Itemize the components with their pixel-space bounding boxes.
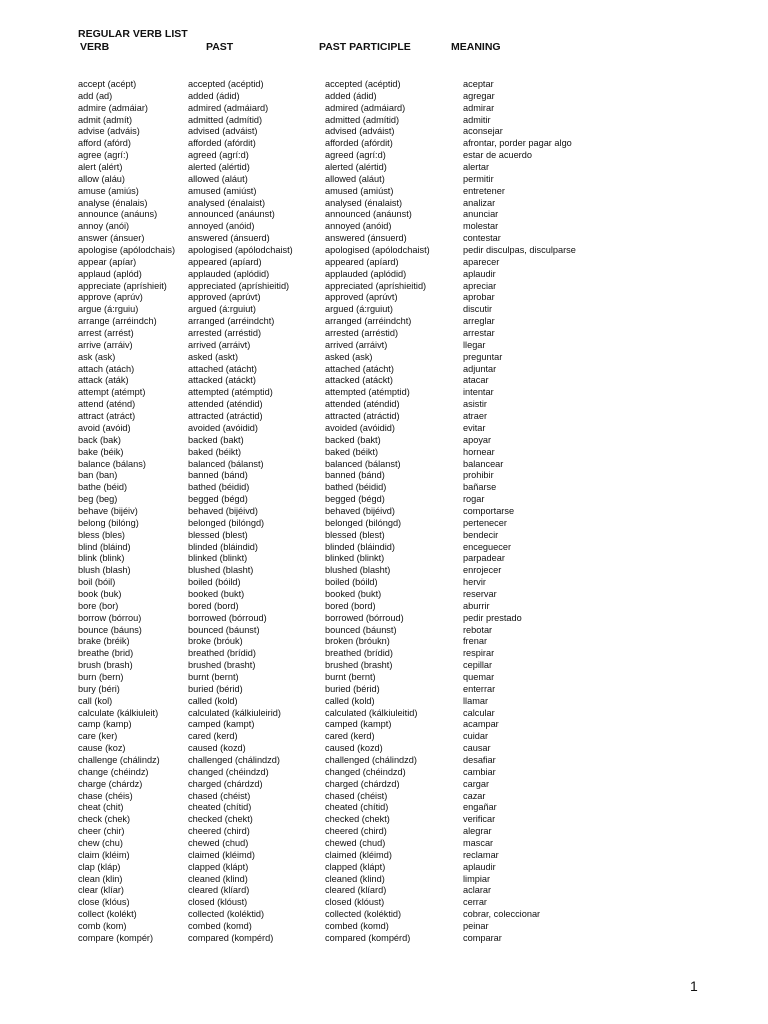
- past-cell: approved (aprúvt): [188, 292, 261, 303]
- meaning-cell: apoyar: [463, 434, 492, 445]
- past-participle-cell: bathed (béidid): [325, 482, 387, 493]
- verb-cell: alert (alért): [78, 162, 123, 173]
- meaning-cell: cerrar: [463, 897, 487, 908]
- past-participle-cell: attended (aténdid): [325, 399, 400, 410]
- past-participle-cell: analysed (énalaist): [325, 197, 403, 208]
- meaning-cell: limpiar: [463, 873, 491, 884]
- verb-cell: attract (atráct): [78, 411, 136, 422]
- verb-cell: check (chek): [78, 814, 131, 825]
- verb-cell: charge (chárdz): [78, 778, 143, 789]
- verb-cell: argue (á:rguiu): [78, 304, 139, 315]
- verb-cell: arrive (arráiv): [78, 339, 133, 350]
- verb-cell: admit (admít): [78, 114, 133, 125]
- meaning-cell: comportarse: [463, 505, 515, 516]
- past-participle-cell: answered (ánsuerd): [325, 233, 407, 244]
- past-participle-cell: alerted (alértid): [325, 162, 387, 173]
- past-participle-cell: calculated (kálkiuleitid): [325, 707, 418, 718]
- past-cell: admitted (admítid): [188, 114, 263, 125]
- meaning-cell: aconsejar: [463, 126, 503, 137]
- past-cell: attacked (atáckt): [188, 375, 256, 386]
- verb-cell: appear (apíar): [78, 256, 137, 267]
- past-participle-cell: banned (bánd): [325, 470, 385, 481]
- past-participle-cell: clapped (klápt): [325, 861, 386, 872]
- meaning-cell: enceguecer: [463, 541, 512, 552]
- meaning-cell: pertenecer: [463, 517, 507, 528]
- past-cell: charged (chárdzd): [188, 778, 263, 789]
- verb-cell: ban (ban): [78, 470, 118, 481]
- verb-cell: cheer (chir): [78, 826, 125, 837]
- past-participle-cell: attached (atácht): [325, 363, 394, 374]
- past-cell: closed (klóust): [188, 897, 248, 908]
- meaning-cell: parpadear: [463, 553, 505, 564]
- past-cell: clapped (klápt): [188, 861, 249, 872]
- past-cell: booked (bukt): [188, 588, 245, 599]
- past-cell: bored (bord): [188, 600, 239, 611]
- past-cell: admired (admáiard): [188, 102, 269, 113]
- past-participle-cell: borrowed (bórroud): [325, 612, 404, 623]
- verb-cell: advise (adváis): [78, 126, 140, 137]
- past-cell: attempted (atémptid): [188, 387, 273, 398]
- past-cell: blinded (bláindid): [188, 541, 258, 552]
- verb-cell: amuse (amiús): [78, 185, 139, 196]
- past-cell: challenged (chálindzd): [188, 754, 280, 765]
- past-participle-cell: balanced (bálanst): [325, 458, 401, 469]
- past-participle-cell: arrived (arráivt): [325, 339, 388, 350]
- past-participle-cell: caused (kozd): [325, 743, 383, 754]
- past-cell: blushed (blasht): [188, 565, 254, 576]
- meaning-cell: intentar: [463, 387, 494, 398]
- past-cell: caused (kozd): [188, 743, 246, 754]
- past-participle-cell: applauded (aplódid): [325, 268, 407, 279]
- past-cell: chased (chéist): [188, 790, 251, 801]
- past-participle-cell: afforded (afórdit): [325, 138, 393, 149]
- past-cell: added (ádid): [188, 90, 240, 101]
- past-participle-cell: closed (klóust): [325, 897, 385, 908]
- verb-cell: breathe (brid): [78, 648, 134, 659]
- meaning-cell: pedir prestado: [463, 612, 522, 623]
- meaning-cell: adjuntar: [463, 363, 497, 374]
- verb-cell: brush (brash): [78, 660, 133, 671]
- verb-cell: announce (anáuns): [78, 209, 158, 220]
- past-cell: combed (komd): [188, 921, 252, 932]
- past-participle-cell: accepted (acéptid): [325, 79, 401, 89]
- past-cell: apologised (apólodchaist): [188, 245, 293, 256]
- past-cell: broke (bróuk): [188, 636, 243, 647]
- meaning-cell: hervir: [463, 577, 486, 588]
- past-participle-cell: compared (kompérd): [325, 932, 411, 943]
- verb-cell: avoid (avóid): [78, 422, 131, 433]
- past-cell: cared (kerd): [188, 731, 238, 742]
- meaning-cell: respirar: [463, 648, 495, 659]
- meaning-cell: preguntar: [463, 351, 503, 362]
- past-participle-cell: changed (chéindzd): [325, 766, 406, 777]
- past-cell: begged (bégd): [188, 494, 248, 505]
- meaning-cell: discutir: [463, 304, 493, 315]
- past-cell: blinked (blinkt): [188, 553, 248, 564]
- meaning-cell: arrestar: [463, 328, 495, 339]
- past-cell: cheated (chítid): [188, 802, 252, 813]
- verb-cell: cause (koz): [78, 743, 126, 754]
- past-cell: backed (bakt): [188, 434, 244, 445]
- verb-cell: balance (bálans): [78, 458, 146, 469]
- past-participle-cell: arrested (arréstid): [325, 328, 399, 339]
- past-participle-cell: blinked (blinkt): [325, 553, 385, 564]
- past-participle-cell: booked (bukt): [325, 588, 382, 599]
- past-participle-cell: checked (chekt): [325, 814, 390, 825]
- past-participle-cell: collected (koléktid): [325, 909, 402, 920]
- past-participle-cell: belonged (bilóngd): [325, 517, 402, 528]
- verb-cell: admire (admáiar): [78, 102, 148, 113]
- past-participle-cell: bounced (báunst): [325, 624, 397, 635]
- past-cell: checked (chekt): [188, 814, 253, 825]
- meaning-cell: permitir: [463, 173, 494, 184]
- past-cell: answered (ánsuerd): [188, 233, 270, 244]
- past-cell: chewed (chud): [188, 838, 249, 848]
- verb-cell: attempt (atémpt): [78, 387, 146, 398]
- meaning-cell: cambiar: [463, 766, 496, 777]
- past-cell: attended (aténdid): [188, 399, 263, 410]
- verb-cell: bless (bles): [78, 529, 125, 540]
- page-number: 1: [690, 978, 698, 994]
- meaning-cell: rebotar: [463, 624, 493, 635]
- meaning-cell: desafiar: [463, 754, 496, 765]
- past-participle-cell: blessed (blest): [325, 529, 385, 540]
- meaning-cell: llamar: [463, 695, 489, 706]
- meaning-cell: llegar: [463, 339, 486, 350]
- meaning-cell: reclamar: [463, 849, 499, 860]
- meaning-cell: prohibir: [463, 470, 494, 481]
- meaning-cell: acampar: [463, 719, 499, 730]
- past-cell: annoyed (anóid): [188, 221, 255, 232]
- past-cell: cleared (klíard): [188, 885, 250, 896]
- meaning-cell: alegrar: [463, 826, 492, 837]
- verb-cell: cheat (chit): [78, 802, 124, 813]
- past-participle-cell: brushed (brasht): [325, 660, 393, 671]
- meaning-cell: engañar: [463, 802, 497, 813]
- verb-cell: bury (béri): [78, 683, 120, 694]
- past-participle-cell: backed (bakt): [325, 434, 381, 445]
- meaning-cell: verificar: [463, 814, 496, 825]
- verb-cell: attach (atách): [78, 363, 135, 374]
- past-participle-cell: cared (kerd): [325, 731, 375, 742]
- past-cell: banned (bánd): [188, 470, 248, 481]
- past-participle-cell: amused (amiúst): [325, 185, 394, 196]
- meaning-cell: peinar: [463, 921, 489, 932]
- past-cell: borrowed (bórroud): [188, 612, 267, 623]
- column-header-past: PAST: [206, 41, 234, 53]
- meaning-cell: aceptar: [463, 79, 494, 89]
- meaning-cell: aplaudir: [463, 268, 496, 279]
- past-cell: arranged (arréindcht): [188, 316, 275, 327]
- past-cell: allowed (aláut): [188, 173, 248, 184]
- verb-cell: blush (blash): [78, 565, 131, 576]
- past-participle-cell: announced (anáunst): [325, 209, 412, 220]
- past-cell: agreed (agrí:d): [188, 150, 249, 161]
- verb-cell: approve (aprúv): [78, 292, 143, 303]
- verb-cell: allow (aláu): [78, 173, 125, 184]
- past-participle-cell: attracted (atráctid): [325, 411, 400, 422]
- past-participle-cell: advised (adváist): [325, 126, 395, 137]
- past-participle-cell: added (ádid): [325, 90, 377, 101]
- past-cell: avoided (avóidid): [188, 422, 258, 433]
- verb-cell: comb (kom): [78, 921, 127, 932]
- past-cell: attracted (atráctid): [188, 411, 263, 422]
- past-cell: claimed (kléimd): [188, 849, 255, 860]
- meaning-cell: asistir: [463, 399, 487, 410]
- meaning-cell: aplaudir: [463, 861, 496, 872]
- meaning-cell: bañarse: [463, 482, 497, 493]
- meaning-cell: arreglar: [463, 316, 495, 327]
- meaning-cell: reservar: [463, 588, 497, 599]
- past-participle-cell: behaved (bijéivd): [325, 505, 395, 516]
- verb-cell: accept (acépt): [78, 79, 137, 89]
- past-cell: blessed (blest): [188, 529, 248, 540]
- meaning-cell: anunciar: [463, 209, 499, 220]
- meaning-cell: enterrar: [463, 683, 496, 694]
- verb-cell: change (chéindz): [78, 766, 149, 777]
- verb-cell: arrange (arréindch): [78, 316, 157, 327]
- verb-cell: annoy (anói): [78, 221, 130, 232]
- meaning-cell: admitir: [463, 114, 491, 125]
- past-participle-cell: boiled (bóild): [325, 577, 378, 588]
- meaning-cell: rogar: [463, 494, 485, 505]
- past-cell: applauded (aplódid): [188, 268, 270, 279]
- past-participle-cell: combed (komd): [325, 921, 389, 932]
- past-participle-cell: buried (bérid): [325, 683, 380, 694]
- verb-cell: answer (ánsuer): [78, 233, 145, 244]
- meaning-cell: bendecir: [463, 529, 499, 540]
- verb-cell: back (bak): [78, 434, 121, 445]
- past-cell: accepted (acéptid): [188, 79, 264, 89]
- column-header-past-participle: PAST PARTICIPLE: [319, 41, 411, 53]
- meaning-cell: analizar: [463, 197, 496, 208]
- past-cell: alerted (alértid): [188, 162, 250, 173]
- verb-cell: compare (kompér): [78, 932, 154, 943]
- past-participle-cell: camped (kampt): [325, 719, 392, 730]
- past-cell: amused (amiúst): [188, 185, 257, 196]
- meaning-cell: aburrir: [463, 600, 490, 611]
- verb-cell: analyse (énalais): [78, 197, 148, 208]
- past-participle-cell: challenged (chálindzd): [325, 754, 417, 765]
- past-cell: baked (béikt): [188, 446, 242, 457]
- past-cell: compared (kompérd): [188, 932, 274, 943]
- past-cell: attached (atácht): [188, 363, 257, 374]
- meaning-cell: cepillar: [463, 660, 493, 671]
- meaning-cell: mascar: [463, 838, 494, 848]
- past-cell: cleaned (klind): [188, 873, 248, 884]
- meaning-cell: hornear: [463, 446, 495, 457]
- past-participle-cell: arranged (arréindcht): [325, 316, 412, 327]
- meaning-cell: cuidar: [463, 731, 489, 742]
- column-header-verb: VERB: [80, 41, 110, 53]
- verb-cell: bore (bor): [78, 600, 119, 611]
- column-header-meaning: MEANING: [451, 41, 501, 53]
- verb-cell: blink (blink): [78, 553, 125, 564]
- past-cell: called (kold): [188, 695, 238, 706]
- past-participle-cell: attempted (atémptid): [325, 387, 410, 398]
- past-cell: behaved (bijéivd): [188, 505, 258, 516]
- verb-cell: chase (chéis): [78, 790, 133, 801]
- verb-cell: close (klóus): [78, 897, 130, 908]
- past-cell: breathed (brídid): [188, 648, 256, 659]
- past-participle-cell: broken (bróukn): [325, 636, 390, 647]
- past-participle-cell: cheered (chird): [325, 826, 387, 837]
- meaning-cell: frenar: [463, 636, 488, 647]
- past-cell: balanced (bálanst): [188, 458, 264, 469]
- verb-cell: ask (ask): [78, 351, 116, 362]
- past-participle-cell: annoyed (anóid): [325, 221, 392, 232]
- past-cell: collected (koléktid): [188, 909, 265, 920]
- past-cell: burnt (bernt): [188, 671, 239, 682]
- past-participle-cell: blushed (blasht): [325, 565, 391, 576]
- past-cell: brushed (brasht): [188, 660, 256, 671]
- verb-cell: bounce (báuns): [78, 624, 142, 635]
- meaning-cell: admirar: [463, 102, 495, 113]
- past-cell: afforded (afórdit): [188, 138, 256, 149]
- past-participle-cell: appeared (apíard): [325, 256, 399, 267]
- meaning-cell: cazar: [463, 790, 486, 801]
- past-participle-cell: blinded (bláindid): [325, 541, 395, 552]
- past-cell: argued (á:rguiut): [188, 304, 256, 315]
- verb-cell: attack (aták): [78, 375, 129, 386]
- meaning-cell: aclarar: [463, 885, 492, 896]
- verb-cell: claim (kléim): [78, 849, 130, 860]
- past-participle-cell: agreed (agrí:d): [325, 150, 386, 161]
- verb-cell: burn (bern): [78, 671, 124, 682]
- past-cell: analysed (énalaist): [188, 197, 266, 208]
- past-cell: changed (chéindzd): [188, 766, 269, 777]
- verb-cell: boil (bóil): [78, 577, 116, 588]
- meaning-cell: balancear: [463, 458, 504, 469]
- past-cell: bathed (béidid): [188, 482, 250, 493]
- verb-cell: afford (afórd): [78, 138, 131, 149]
- verb-cell: behave (bijéiv): [78, 505, 138, 516]
- verb-cell: beg (beg): [78, 494, 118, 505]
- verb-cell: collect (kolékt): [78, 909, 137, 920]
- past-participle-cell: admitted (admítid): [325, 114, 400, 125]
- past-participle-cell: baked (béikt): [325, 446, 379, 457]
- verb-cell: borrow (bórrou): [78, 612, 142, 623]
- meaning-cell: afrontar, porder pagar algo: [463, 138, 572, 149]
- past-cell: buried (bérid): [188, 683, 243, 694]
- meaning-cell: comparar: [463, 932, 502, 943]
- meaning-cell: enrojecer: [463, 565, 502, 576]
- past-participle-cell: admired (admáiard): [325, 102, 406, 113]
- past-participle-cell: cheated (chítid): [325, 802, 389, 813]
- verb-cell: belong (bilóng): [78, 517, 139, 528]
- meaning-cell: calcular: [463, 707, 495, 718]
- past-cell: bounced (báunst): [188, 624, 260, 635]
- past-cell: arrived (arráivt): [188, 339, 251, 350]
- verb-cell: arrest (arrést): [78, 328, 134, 339]
- verb-cell: care (ker): [78, 731, 118, 742]
- meaning-cell: evitar: [463, 422, 486, 433]
- past-cell: belonged (bilóngd): [188, 517, 265, 528]
- past-participle-cell: allowed (aláut): [325, 173, 385, 184]
- past-cell: calculated (kálkiuleirid): [188, 707, 281, 718]
- verb-cell: challenge (chálindz): [78, 754, 160, 765]
- verb-cell: applaud (aplód): [78, 268, 142, 279]
- past-cell: boiled (bóild): [188, 577, 241, 588]
- meaning-cell: estar de acuerdo: [463, 150, 532, 161]
- past-cell: asked (askt): [188, 351, 239, 362]
- document-title: REGULAR VERB LIST: [78, 28, 188, 40]
- verb-cell: book (buk): [78, 588, 122, 599]
- past-cell: announced (anáunst): [188, 209, 275, 220]
- past-participle-cell: called (kold): [325, 695, 375, 706]
- meaning-cell: aprobar: [463, 292, 495, 303]
- past-participle-cell: bored (bord): [325, 600, 376, 611]
- verb-cell: clean (klin): [78, 873, 123, 884]
- meaning-cell: apreciar: [463, 280, 497, 291]
- verb-cell: call (kol): [78, 695, 113, 706]
- past-participle-cell: avoided (avóidid): [325, 422, 395, 433]
- meaning-cell: cobrar, coleccionar: [463, 909, 541, 920]
- verb-cell: agree (agrí:): [78, 150, 129, 161]
- past-participle-cell: cleaned (klind): [325, 873, 385, 884]
- past-participle-cell: chewed (chud): [325, 838, 386, 848]
- verb-cell: bathe (béid): [78, 482, 128, 493]
- past-participle-cell: breathed (brídid): [325, 648, 393, 659]
- verb-cell: apologise (apólodchais): [78, 245, 176, 256]
- meaning-cell: contestar: [463, 233, 501, 244]
- meaning-cell: aparecer: [463, 256, 500, 267]
- verb-cell: blind (bláind): [78, 541, 131, 552]
- meaning-cell: agregar: [463, 90, 495, 101]
- past-participle-cell: claimed (kléimd): [325, 849, 392, 860]
- verb-cell: chew (chu): [78, 838, 123, 848]
- past-participle-cell: approved (aprúvt): [325, 292, 398, 303]
- meaning-cell: alertar: [463, 162, 490, 173]
- meaning-cell: causar: [463, 743, 491, 754]
- meaning-cell: atraer: [463, 411, 488, 422]
- verb-cell: appreciate (apríshieit): [78, 280, 167, 291]
- past-cell: camped (kampt): [188, 719, 255, 730]
- past-cell: arrested (arréstid): [188, 328, 262, 339]
- past-cell: cheered (chird): [188, 826, 250, 837]
- past-cell: appreciated (apríshieitid): [188, 280, 290, 291]
- meaning-cell: atacar: [463, 375, 489, 386]
- meaning-cell: molestar: [463, 221, 499, 232]
- past-participle-cell: attacked (atáckt): [325, 375, 393, 386]
- verb-cell: brake (bréik): [78, 636, 130, 647]
- meaning-cell: entretener: [463, 185, 505, 196]
- verb-cell: camp (kamp): [78, 719, 132, 730]
- past-participle-cell: appreciated (apríshieitid): [325, 280, 427, 291]
- meaning-cell: pedir disculpas, disculparse: [463, 245, 576, 256]
- verb-cell: clear (klíar): [78, 885, 124, 896]
- past-participle-cell: argued (á:rguiut): [325, 304, 393, 315]
- verb-cell: clap (kláp): [78, 861, 121, 872]
- past-participle-cell: cleared (klíard): [325, 885, 387, 896]
- past-participle-cell: apologised (apólodchaist): [325, 245, 430, 256]
- past-cell: advised (adváist): [188, 126, 258, 137]
- past-participle-cell: burnt (bernt): [325, 671, 376, 682]
- meaning-cell: quemar: [463, 671, 495, 682]
- verb-cell: calculate (kálkiuleit): [78, 707, 159, 718]
- verb-cell: add (ad): [78, 90, 113, 101]
- verb-cell: attend (aténd): [78, 399, 136, 410]
- meaning-cell: cargar: [463, 778, 490, 789]
- verb-cell: bake (béik): [78, 446, 124, 457]
- past-cell: appeared (apíard): [188, 256, 262, 267]
- past-participle-cell: asked (ask): [325, 351, 373, 362]
- past-participle-cell: chased (chéist): [325, 790, 388, 801]
- past-participle-cell: charged (chárdzd): [325, 778, 400, 789]
- past-participle-cell: begged (bégd): [325, 494, 385, 505]
